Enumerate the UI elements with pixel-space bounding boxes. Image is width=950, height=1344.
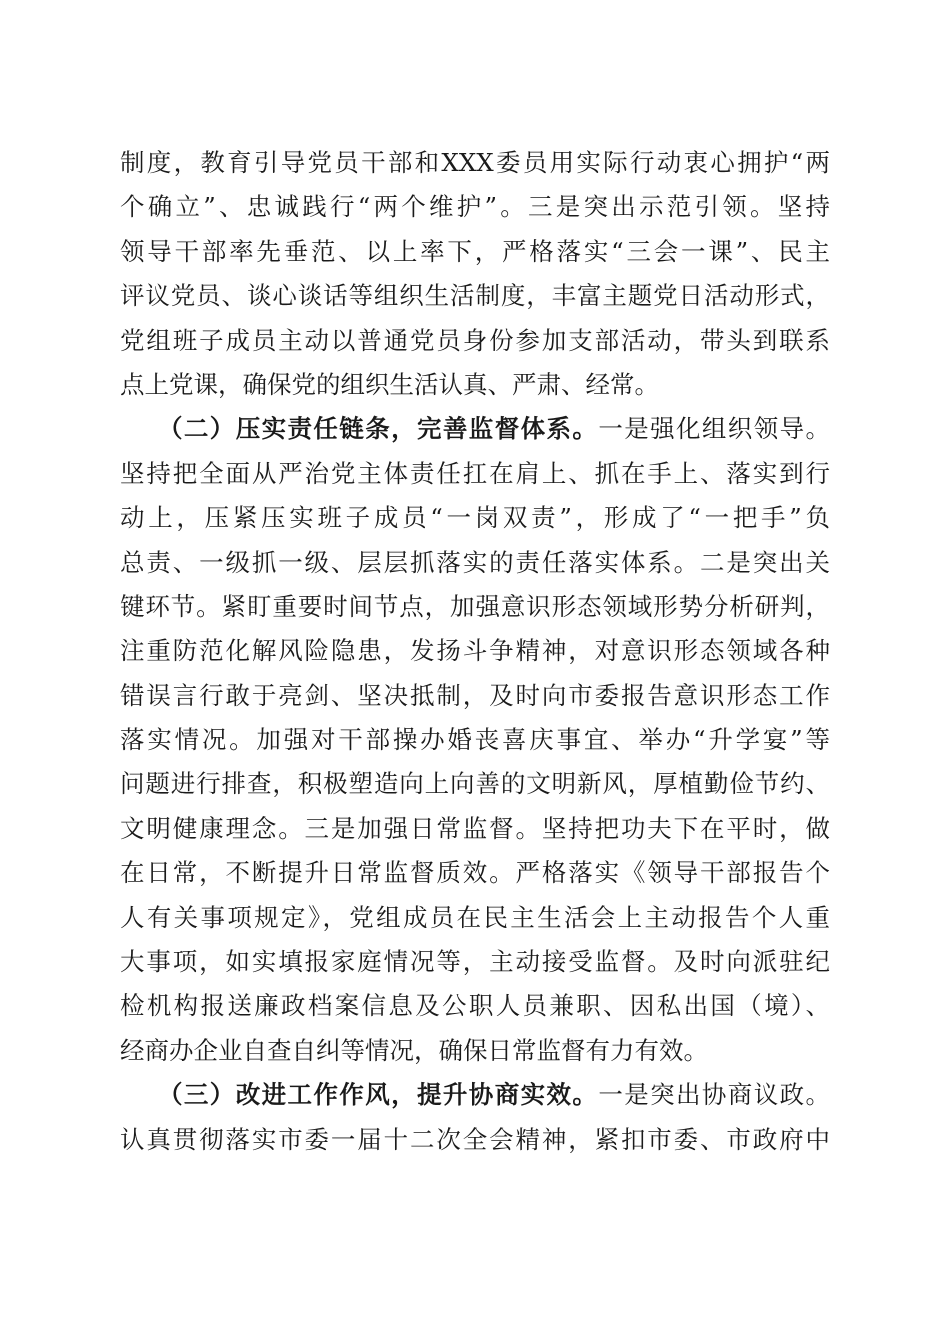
text-line xyxy=(120,185,830,229)
paragraph-section-3 xyxy=(120,1073,830,1162)
text-run: 动上，压紧压实班子成员“一岗双责”，形成了“一把手”负 xyxy=(120,503,830,533)
text-run: 问题进行排查，积极塑造向上向善的文明新风，厚植勤俭节约、 xyxy=(120,769,830,799)
text-line xyxy=(120,319,830,363)
text-run: 文明健康理念。三是加强日常监督。坚持把功夫下在平时，做 xyxy=(120,813,830,843)
text-run: 点上党课，确保党的组织生活认真、严肃、经常。 xyxy=(120,369,659,399)
text-line xyxy=(120,807,830,851)
text-run: 键环节。紧盯重要时间节点，加强意识形态领域形势分析研判， xyxy=(120,591,830,621)
text-line xyxy=(120,940,830,984)
text-line xyxy=(120,1118,830,1162)
text-line xyxy=(120,629,830,673)
text-line xyxy=(120,452,830,496)
text-line xyxy=(120,496,830,540)
section-heading: （二）压实责任链条，完善监督体系。 xyxy=(158,414,599,444)
text-run: 落实情况。加强对干部操办婚丧喜庆事宜、举办“升学宴”等 xyxy=(120,725,830,755)
text-line xyxy=(120,984,830,1028)
text-run: 注重防范化解风险隐患，发扬斗争精神，对意识形态领域各种 xyxy=(120,636,830,666)
text-line xyxy=(120,141,830,185)
text-run: 大事项，如实填报家庭情况等，主动接受监督。及时向派驻纪 xyxy=(120,947,830,977)
text-run: 党组班子成员主动以普通党员身份参加支部活动，带头到联系 xyxy=(120,325,830,355)
text-run: 认真贯彻落实市委一届十二次全会精神，紧扣市委、市政府中 xyxy=(120,1124,830,1154)
text-line xyxy=(120,541,830,585)
text-line xyxy=(120,407,830,451)
document-body xyxy=(120,141,830,1162)
text-run: 评议党员、谈心谈话等组织生活制度，丰富主题党日活动形式， xyxy=(120,281,830,311)
text-line xyxy=(120,1029,830,1073)
paragraph-continuation xyxy=(120,141,830,407)
text-run: 在日常，不断提升日常监督质效。严格落实《领导干部报告个 xyxy=(120,858,830,888)
text-run: 坚持把全面从严治党主体责任扛在肩上、抓在手上、落实到行 xyxy=(120,458,830,488)
text-run: 人有关事项规定》，党组成员在民主生活会上主动报告个人重 xyxy=(120,902,830,932)
text-line xyxy=(120,274,830,318)
text-run: 一是突出协商议政。 xyxy=(598,1080,831,1110)
text-run: 经商办企业自查自纠等情况，确保日常监督有力有效。 xyxy=(120,1035,708,1065)
text-line xyxy=(120,1073,830,1117)
text-run: 检机构报送廉政档案信息及公职人员兼职、因私出国（境）、 xyxy=(120,991,830,1021)
text-line xyxy=(120,674,830,718)
text-run: 领导干部率先垂范、以上率下，严格落实“三会一课”、民主 xyxy=(120,236,830,266)
text-run: 总责、一级抓一级、层层抓落实的责任落实体系。二是突出关 xyxy=(120,547,830,577)
text-line xyxy=(120,896,830,940)
paragraph-section-2 xyxy=(120,407,830,1073)
text-line xyxy=(120,363,830,407)
text-line xyxy=(120,585,830,629)
text-line xyxy=(120,762,830,806)
text-line xyxy=(120,230,830,274)
text-line xyxy=(120,851,830,895)
text-run: 一是强化组织领导。 xyxy=(598,414,831,444)
text-run: 制度，教育引导党员干部和XXX委员用实际行动衷心拥护“两 xyxy=(120,148,830,177)
text-run: 个确立”、忠诚践行“两个维护”。三是突出示范引领。坚持 xyxy=(120,192,830,222)
text-line xyxy=(120,718,830,762)
section-heading: （三）改进工作作风，提升协商实效。 xyxy=(158,1080,599,1110)
text-run: 错误言行敢于亮剑、坚决抵制，及时向市委报告意识形态工作 xyxy=(120,680,830,710)
